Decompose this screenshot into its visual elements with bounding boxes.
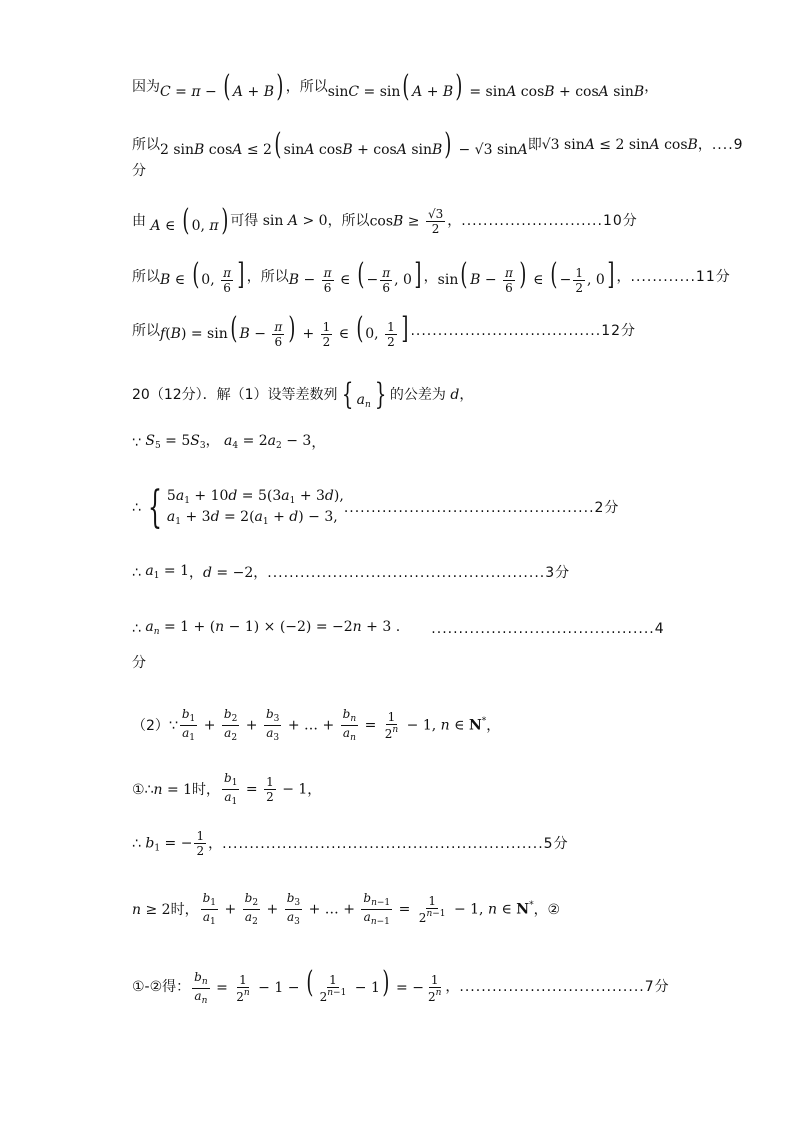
text: ，	[307, 781, 322, 798]
text: ，	[311, 434, 326, 451]
solution-line-2b	[132, 164, 146, 178]
solution-line-6: 20（12分）．解（1）设等差数列 { $a_n$ } 的公差为 d，	[132, 377, 474, 412]
solution-line-5: 所以 f(B) = sin( B − $\frac{\pi}{6}$ ) + $\frac{1}{2}$ ∈ ( 0, $\frac{1}{2}$ ] ...................................12分	[132, 311, 637, 349]
text: 所以	[132, 322, 160, 339]
text: ∴	[132, 564, 141, 581]
solution-line-13: ∴ $b_1$ = − $\frac{1}{2}$ ， ...........................................................5分	[132, 829, 569, 858]
score-dots: ............11分	[630, 268, 731, 285]
solution-line-1: 因为 C = π − ( A + B) ，所以 sinC = sin( A + B) = sinA cosB + cosA sinB ，	[132, 69, 659, 104]
text: 可得	[230, 213, 259, 229]
text: ，	[486, 717, 501, 734]
text: （2）∵	[132, 717, 178, 734]
text: 所以	[132, 268, 160, 285]
score-dots: ..................................7分	[459, 978, 670, 995]
text: 由	[132, 213, 146, 229]
solution-line-12: ①∴ n = 1 时， $\frac{b_1}{a_1}$ = $\frac{1}{2}$ − 1 ，	[132, 771, 322, 807]
text: 20（12分）．解（1）设等差数列	[132, 387, 338, 403]
text: ①-②得：	[132, 978, 191, 995]
solution-line-10: ∴ $a_n = 1 + (n - 1) \times (-2) = -2n + 3$ . .........................................4	[132, 619, 665, 637]
solution-line-7: ∵ $S_5 = 5S_3$， $a_4 = 2a_2 - 3$ ，	[132, 433, 326, 451]
text: ，所以	[246, 268, 289, 285]
text: ，②	[533, 901, 561, 918]
score-dots: .........................................4	[431, 620, 665, 637]
text: 的公差为	[389, 387, 446, 403]
score-dots: ...................................12分	[410, 322, 637, 339]
text: ∵	[132, 434, 141, 451]
score-dots: ...........................................................5分	[222, 835, 569, 852]
text: 分	[132, 163, 146, 179]
score-dots: ..........................10分	[461, 213, 638, 229]
text: ，	[445, 978, 460, 995]
text: ，	[423, 268, 438, 285]
text: 分	[132, 655, 146, 671]
text: ①∴	[132, 781, 154, 798]
solution-line-8: ∴ { $5a_1 + 10d = 5(3a_1 + 3d)$, $a_1 + 3d = 2(a_1 + d) - 3$, ..............................................2分	[132, 482, 620, 533]
solution-line-11: （2）∵ $\frac{b_1}{a_1}$ + $\frac{b_2}{a_2}$ + $\frac{b_3}{a_3}$ + … + $\frac{b_n}{a_n}$ = $\frac{1}{2^n}$ − 1, n ∈ N* ，	[132, 707, 501, 743]
text: ，所以	[327, 213, 370, 229]
text: ，	[189, 564, 204, 581]
solution-line-4: 所以 B ∈ ( 0, $\frac{\pi}{6}$ ] ，所以 B − $\frac{\pi}{6}$ ∈ ( − $\frac{\pi}{6}$ , 0] ， sin( B − $\frac{\pi}{6}$ ) ∈ ( − $\frac{1}{2}$ , 0] ， ............11分	[132, 257, 731, 295]
text: ，	[253, 564, 268, 581]
text: ，	[616, 268, 631, 285]
text: ∴	[132, 500, 141, 516]
solution-line-9: ∴ $a_1 = 1$ ， d = −2 ， ...................................................3分	[132, 563, 571, 581]
text: 所以	[132, 137, 160, 153]
solution-line-2: 所以 2 sinB cosA ≤ 2( sinA cosB + cosA sinB) − √3 sinA 即 √3 sinA ≤ 2 sinA cosB ， ....9	[132, 127, 744, 162]
text: 时，	[192, 781, 221, 798]
solution-line-15: ①-②得： $\frac{b_n}{a_n}$ = $\frac{1}{2^n}$ − 1 − ( $\frac{1}{2^{n-1}}$ − 1) = − $\frac{1}{2^n}$ ， ..................................7分	[132, 965, 670, 1006]
solution-line-14: n ≥ 2 时， $\frac{b_1}{a_1}$ + $\frac{b_2}{a_2}$ + $\frac{b_3}{a_3}$ + … + $\frac{b_{n-1}}{a_{n-1}}$ = $\frac{1}{2^{n-1}}$ − 1, n ∈ N* ，②	[132, 891, 561, 927]
text: 因为	[132, 79, 160, 95]
solution-line-10b	[132, 656, 146, 670]
text: ，	[644, 79, 659, 95]
text: ∴	[132, 620, 141, 637]
score-dots: ...................................................3分	[267, 564, 571, 581]
score-dots: ..............................................2分	[343, 500, 620, 516]
text: ，	[697, 137, 712, 153]
score-dots: ....9	[711, 137, 744, 153]
text: ，所以	[285, 79, 328, 95]
solution-line-3: 由 A ∈ ( 0, π) 可得 sin A > 0 ，所以 cosB ≥ $\frac{√3}{2}$ ， ..........................10分	[132, 203, 638, 238]
text: 即	[527, 137, 542, 153]
text: ，	[208, 835, 223, 852]
text: ，	[447, 213, 462, 229]
text: ∴	[132, 835, 141, 852]
text: 时，	[170, 901, 199, 918]
